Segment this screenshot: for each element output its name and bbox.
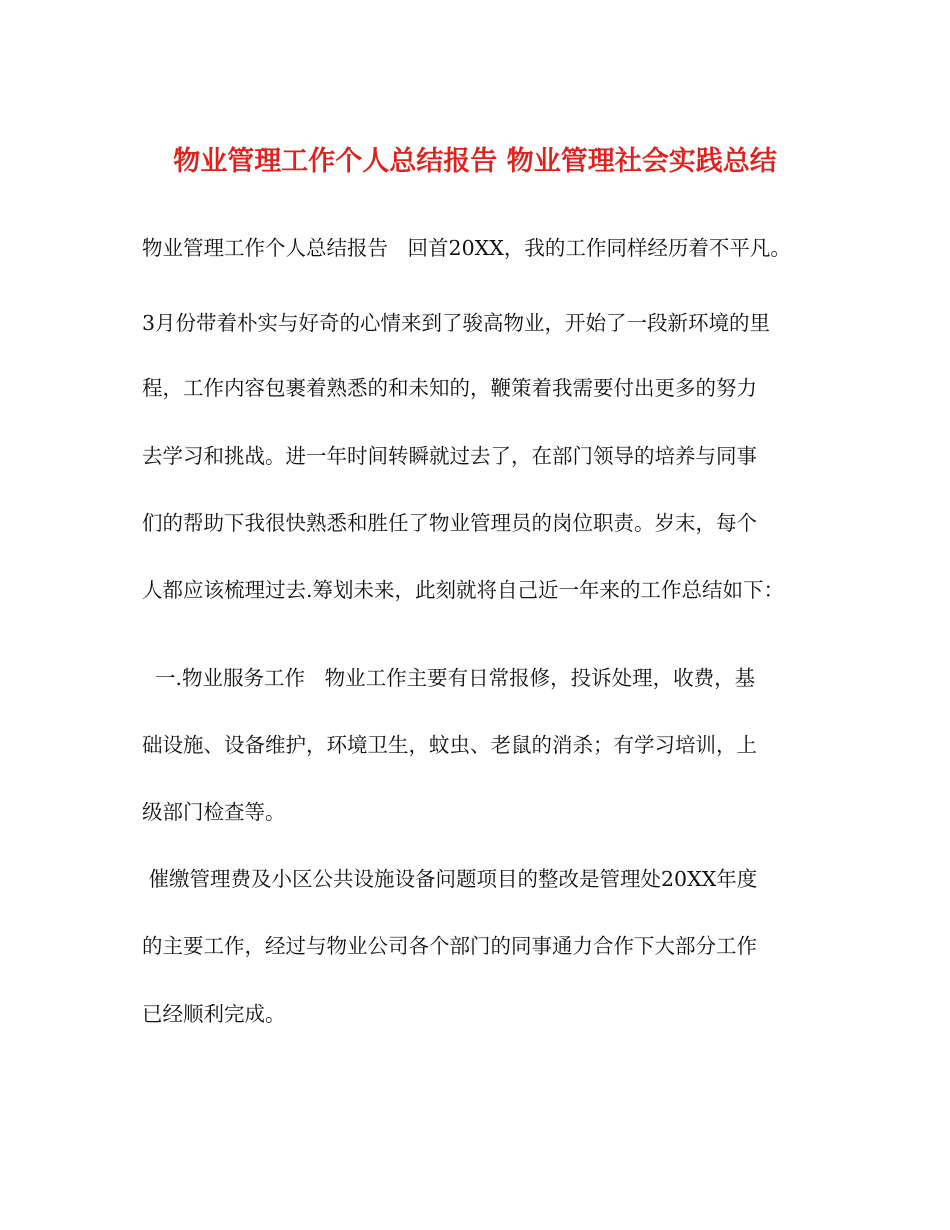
paragraph-line: 去学习和挑战。进一年时间转瞬就过去了，在部门领导的培养与同事 [142,444,757,468]
paragraph-line: 级部门检查等。 [142,800,286,824]
paragraph-line: 人都应该梳理过去.筹划未来，此刻就将自己近一年来的工作总结如下： [142,578,785,602]
paragraph-line: 们的帮助下我很快熟悉和胜任了物业管理员的岗位职责。岁末，每个 [142,511,757,535]
paragraph-line: 一.物业服务工作 物业工作主要有日常报修，投诉处理，收费，基 [142,666,756,690]
paragraph-line: 础设施、设备维护，环境卫生，蚊虫、老鼠的消杀；有学习培训，上 [142,733,757,757]
document-title: 物业管理工作个人总结报告 物业管理社会实践总结 [173,146,777,177]
paragraph-line: 程，工作内容包裹着熟悉的和未知的，鞭策着我需要付出更多的努力 [142,376,757,400]
paragraph-line: 物业管理工作个人总结报告 回首20XX，我的工作同样经历着不平凡。 [142,236,791,260]
paragraph-line: 催缴管理费及小区公共设施设备问题项目的整改是管理处20XX年度 [142,867,758,891]
paragraph-line: 的主要工作，经过与物业公司各个部门的同事通力合作下大部分工作 [142,934,757,958]
paragraph-line: 3月份带着朴实与好奇的心情来到了骏高物业，开始了一段新环境的里 [142,311,771,335]
paragraph-line: 已经顺利完成。 [142,1002,286,1026]
